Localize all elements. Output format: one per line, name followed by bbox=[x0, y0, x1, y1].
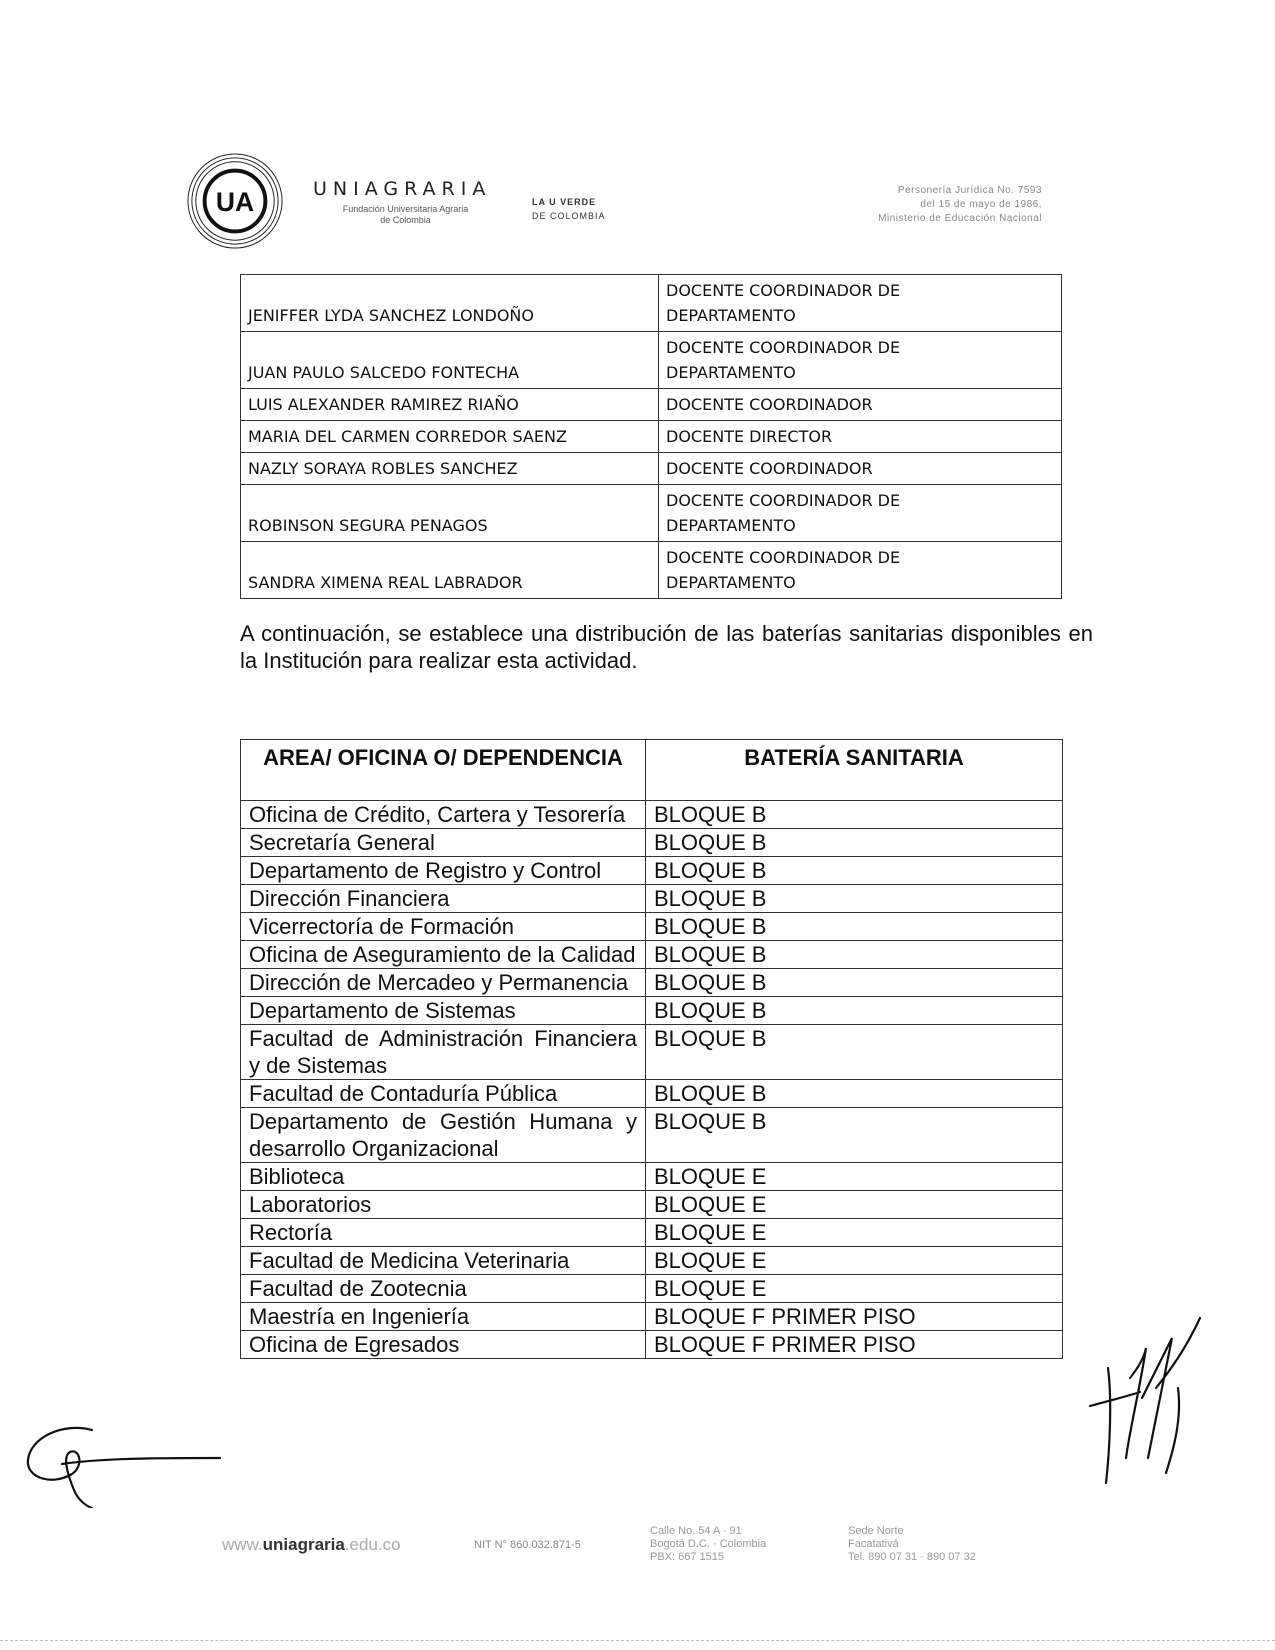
uniagraria-seal-logo bbox=[186, 152, 284, 250]
table-row bbox=[241, 389, 1062, 421]
table-row bbox=[241, 941, 1063, 969]
legal-line-3: Ministerio de Educación Nacional bbox=[878, 213, 1042, 224]
address-main-line-3: PBX: 667 1515 bbox=[650, 1551, 725, 1563]
area-cell: Facultad de Medicina Veterinaria bbox=[241, 1247, 646, 1275]
table-row bbox=[241, 829, 1063, 857]
address-main bbox=[650, 1525, 766, 1564]
area-cell: Dirección de Mercadeo y Permanencia bbox=[241, 969, 646, 997]
table-row bbox=[241, 1108, 1063, 1163]
bateria-cell: BLOQUE F PRIMER PISO bbox=[646, 1331, 1063, 1359]
bateria-cell: BLOQUE E bbox=[646, 1247, 1063, 1275]
brand-subtitle-line-1: Fundación Universitaria Agraria bbox=[342, 204, 469, 214]
staff-name: JENIFFER LYDA SANCHEZ LONDOÑO bbox=[241, 275, 659, 332]
table-row bbox=[241, 453, 1062, 485]
staff-role bbox=[659, 332, 1062, 389]
area-cell: Laboratorios bbox=[241, 1191, 646, 1219]
area-cell: Biblioteca bbox=[241, 1163, 646, 1191]
area-cell: Departamento de Gestión Humana y desarrollo Organizacional bbox=[241, 1108, 646, 1163]
staff-name: NAZLY SORAYA ROBLES SANCHEZ bbox=[241, 453, 659, 485]
header-area: AREA/ OFICINA O/ DEPENDENCIA bbox=[241, 740, 646, 801]
staff-role: DOCENTE COORDINADOR bbox=[659, 389, 1062, 421]
table-row bbox=[241, 1275, 1063, 1303]
tagline bbox=[532, 195, 606, 223]
staff-name: MARIA DEL CARMEN CORREDOR SAENZ bbox=[241, 421, 659, 453]
area-cell: Facultad de Administración Financiera y de Sistemas bbox=[241, 1025, 646, 1080]
bateria-cell: BLOQUE B bbox=[646, 913, 1063, 941]
area-cell: Dirección Financiera bbox=[241, 885, 646, 913]
staff-role-line-1: DOCENTE COORDINADOR DE bbox=[666, 281, 901, 300]
area-cell: Departamento de Sistemas bbox=[241, 997, 646, 1025]
staff-role-line-1: DOCENTE COORDINADOR DE bbox=[666, 548, 901, 567]
handwritten-signature-right bbox=[1082, 1308, 1212, 1488]
staff-name: JUAN PAULO SALCEDO FONTECHA bbox=[241, 332, 659, 389]
header-bateria: BATERÍA SANITARIA bbox=[646, 740, 1063, 801]
area-cell: Oficina de Crédito, Cartera y Tesorería bbox=[241, 801, 646, 829]
table-row bbox=[241, 997, 1063, 1025]
area-cell: Oficina de Egresados bbox=[241, 1331, 646, 1359]
table-row bbox=[241, 1163, 1063, 1191]
area-cell: Facultad de Contaduría Pública bbox=[241, 1080, 646, 1108]
staff-role: DOCENTE COORDINADOR bbox=[659, 453, 1062, 485]
address-main-line-1: Calle No. 54 A · 91 bbox=[650, 1525, 742, 1537]
bateria-cell: BLOQUE B bbox=[646, 1025, 1063, 1080]
staff-role-line-2: DEPARTAMENTO bbox=[666, 306, 796, 325]
table-row bbox=[241, 1303, 1063, 1331]
table-row bbox=[241, 1219, 1063, 1247]
area-cell: Maestría en Ingeniería bbox=[241, 1303, 646, 1331]
staff-role: DOCENTE DIRECTOR bbox=[659, 421, 1062, 453]
address-north bbox=[848, 1525, 976, 1564]
address-north-line-3: Tel. 890 07 31 · 890 07 32 bbox=[848, 1551, 976, 1563]
area-cell: Rectoría bbox=[241, 1219, 646, 1247]
brand-block bbox=[313, 178, 498, 226]
brand-name: UNIAGRARIA bbox=[313, 178, 492, 200]
table-row bbox=[241, 969, 1063, 997]
staff-role-line-2: DEPARTAMENTO bbox=[666, 363, 796, 382]
staff-role bbox=[659, 275, 1062, 332]
table-row bbox=[241, 913, 1063, 941]
staff-role-line-2: DEPARTAMENTO bbox=[666, 573, 796, 592]
address-north-line-2: Facatativá bbox=[848, 1538, 899, 1550]
staff-name: LUIS ALEXANDER RAMIREZ RIAÑO bbox=[241, 389, 659, 421]
area-cell: Oficina de Aseguramiento de la Calidad bbox=[241, 941, 646, 969]
bateria-cell: BLOQUE B bbox=[646, 885, 1063, 913]
table-row bbox=[241, 332, 1062, 389]
page-footer bbox=[0, 1515, 1275, 1575]
staff-name: SANDRA XIMENA REAL LABRADOR bbox=[241, 542, 659, 599]
bateria-cell: BLOQUE B bbox=[646, 941, 1063, 969]
bateria-cell: BLOQUE B bbox=[646, 801, 1063, 829]
bateria-cell: BLOQUE E bbox=[646, 1219, 1063, 1247]
table-row bbox=[241, 1247, 1063, 1275]
staff-name: ROBINSON SEGURA PENAGOS bbox=[241, 485, 659, 542]
bottom-divider bbox=[0, 1640, 1275, 1641]
area-cell: Vicerrectoría de Formación bbox=[241, 913, 646, 941]
nit-number: NIT N° 860.032.871-5 bbox=[474, 1539, 581, 1551]
website bbox=[222, 1535, 401, 1555]
table-row bbox=[241, 542, 1062, 599]
legal-line-2: del 15 de mayo de 1986, bbox=[920, 199, 1042, 210]
address-north-line-1: Sede Norte bbox=[848, 1525, 904, 1537]
area-cell: Secretaría General bbox=[241, 829, 646, 857]
table-row bbox=[241, 275, 1062, 332]
bateria-cell: BLOQUE B bbox=[646, 829, 1063, 857]
table-row bbox=[241, 421, 1062, 453]
staff-role bbox=[659, 485, 1062, 542]
staff-table bbox=[240, 274, 1062, 599]
staff-role bbox=[659, 542, 1062, 599]
seal-text: UA bbox=[215, 186, 255, 217]
bateria-cell: BLOQUE B bbox=[646, 1108, 1063, 1163]
bateria-cell: BLOQUE B bbox=[646, 969, 1063, 997]
area-cell: Facultad de Zootecnia bbox=[241, 1275, 646, 1303]
table-row bbox=[241, 1191, 1063, 1219]
bateria-cell: BLOQUE F PRIMER PISO bbox=[646, 1303, 1063, 1331]
staff-role-line-2: DEPARTAMENTO bbox=[666, 516, 796, 535]
bateria-cell: BLOQUE E bbox=[646, 1163, 1063, 1191]
brand-subtitle bbox=[313, 204, 498, 226]
legal-line-1: Personería Jurídica No. 7593 bbox=[897, 185, 1042, 196]
tagline-line-2: DE COLOMBIA bbox=[532, 211, 606, 221]
legal-notice bbox=[878, 184, 1042, 226]
address-main-line-2: Bogotá D.C. · Colombia bbox=[650, 1538, 767, 1550]
handwritten-signature-left bbox=[22, 1418, 222, 1508]
bateria-cell: BLOQUE E bbox=[646, 1191, 1063, 1219]
table-row bbox=[241, 1080, 1063, 1108]
table-header-row bbox=[241, 740, 1063, 801]
area-cell: Departamento de Registro y Control bbox=[241, 857, 646, 885]
website-bold: uniagraria bbox=[262, 1535, 345, 1554]
staff-role-line-1: DOCENTE COORDINADOR DE bbox=[666, 491, 901, 510]
table-row bbox=[241, 801, 1063, 829]
staff-role-line-1: DOCENTE COORDINADOR DE bbox=[666, 338, 901, 357]
table-row bbox=[241, 885, 1063, 913]
table-row bbox=[241, 1331, 1063, 1359]
brand-subtitle-line-2: de Colombia bbox=[380, 215, 431, 225]
bateria-cell: BLOQUE B bbox=[646, 997, 1063, 1025]
website-prefix: www. bbox=[222, 1535, 263, 1554]
table-row bbox=[241, 485, 1062, 542]
bateria-cell: BLOQUE E bbox=[646, 1275, 1063, 1303]
bateria-cell: BLOQUE B bbox=[646, 1080, 1063, 1108]
table-row bbox=[241, 857, 1063, 885]
tagline-line-1: LA U VERDE bbox=[532, 197, 597, 207]
table-row bbox=[241, 1025, 1063, 1080]
sanitary-distribution-table bbox=[240, 739, 1063, 1359]
website-suffix: .edu.co bbox=[344, 1535, 401, 1554]
bateria-cell: BLOQUE B bbox=[646, 857, 1063, 885]
intro-paragraph: A continuación, se establece una distribución de las baterías sanitarias disponibles en la Institución para realizar esta actividad. bbox=[240, 621, 1093, 673]
